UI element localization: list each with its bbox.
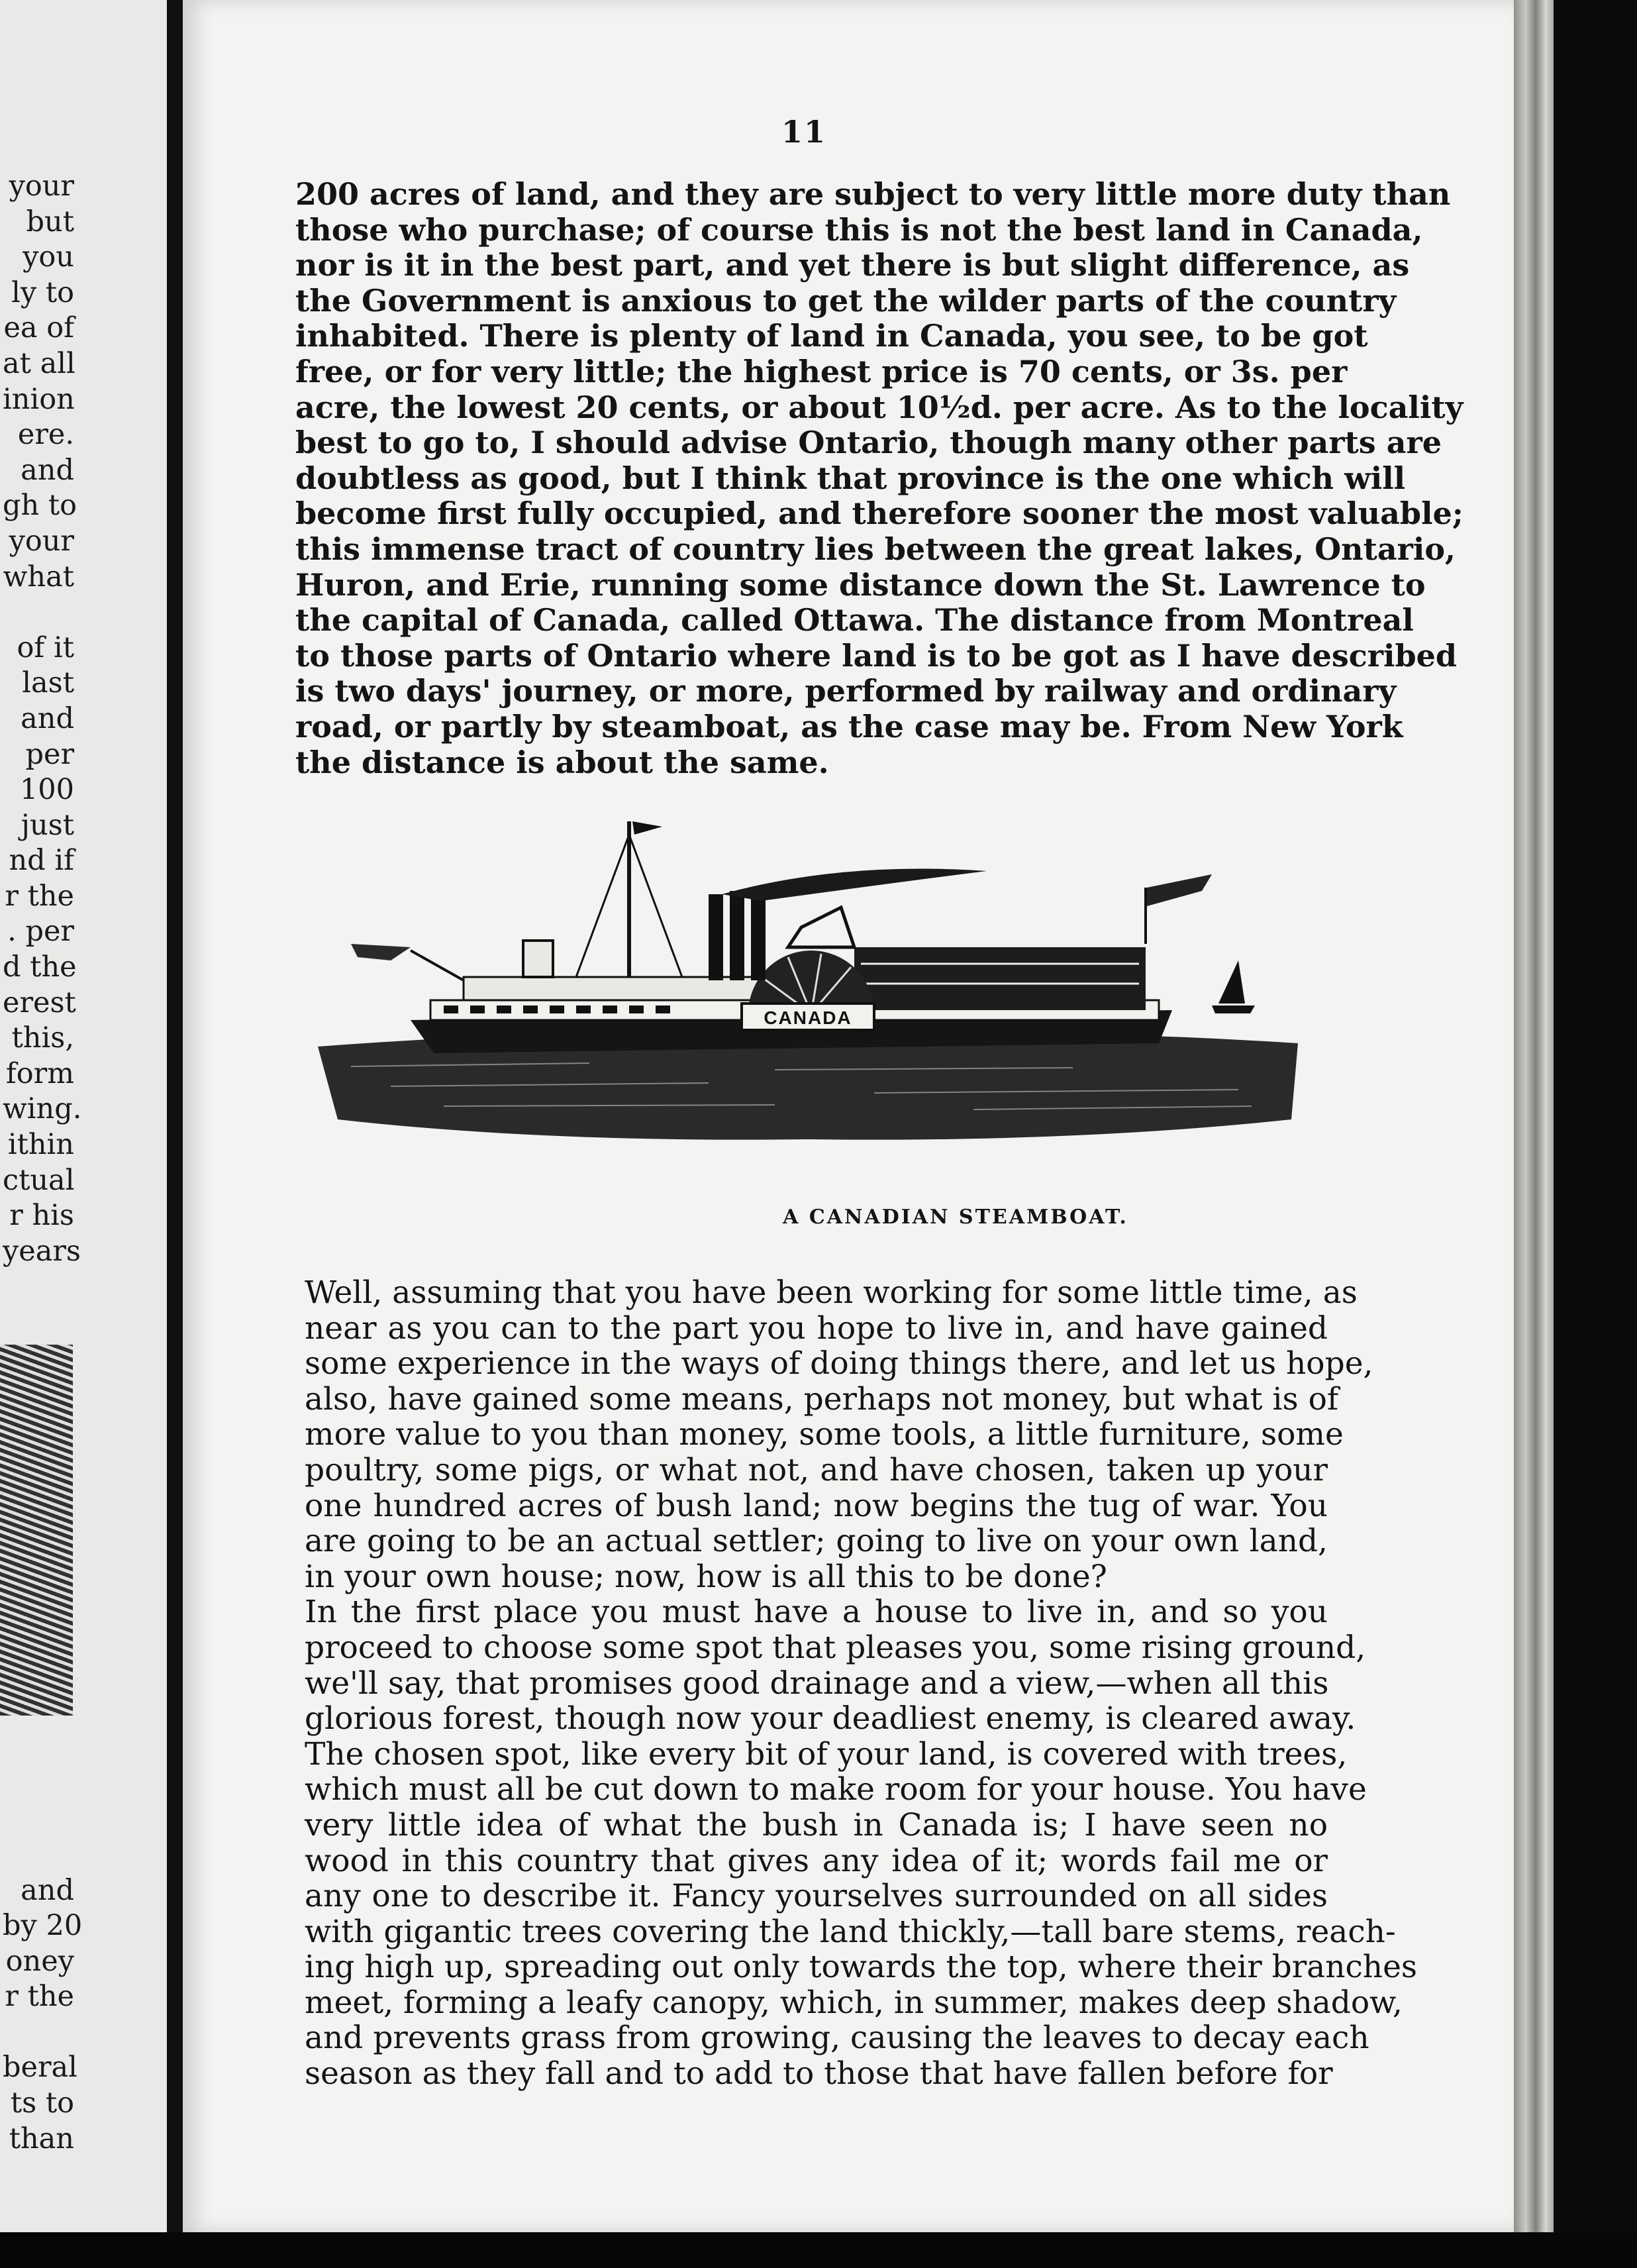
text-line: we'll say, that promises good drainage and a view,—when all this	[305, 1665, 1329, 1702]
text-line: ing high up, spreading out only towards the top, where their branches	[305, 1949, 1417, 1986]
text-line: season as they fall and to add to those that have fallen before for	[305, 2055, 1333, 2092]
left-page-line: form	[5, 1057, 74, 1090]
paragraph-1	[295, 176, 1463, 780]
text-line: Huron, and Erie, running some distance down the St. Lawrence to	[295, 566, 1426, 603]
text-line: are going to be an actual settler; going to live on your own land,	[305, 1523, 1328, 1560]
left-page-line: and	[21, 453, 74, 487]
text-line: 200 acres of land, and they are subject to very little more duty than	[295, 176, 1451, 212]
scan-background-right	[1554, 0, 1637, 2268]
left-page-line: oney	[5, 1944, 74, 1978]
text-line: Well, assuming that you have been working for some little time, as	[305, 1274, 1358, 1311]
text-line: acre, the lowest 20 cents, or about 10½d. per acre. As to the locality	[295, 389, 1463, 425]
left-page-line: this,	[11, 1021, 74, 1055]
left-page-line: last	[22, 666, 74, 700]
left-page-line: and	[21, 1873, 74, 1907]
text-line: which must all be cut down to make room for your house. You have	[305, 1771, 1367, 1808]
left-page-line: inion	[3, 382, 75, 416]
left-page-line	[3, 1767, 167, 1802]
text-line: near as you can to the part you hope to live in, and have gained	[305, 1310, 1328, 1347]
text-line: free, or for very little; the highest price is 70 cents, or 3s. per	[295, 353, 1348, 389]
text-line: this immense tract of country lies between the great lakes, Ontario,	[295, 531, 1456, 567]
left-page-line: ctual	[3, 1163, 75, 1197]
text-line: very little idea of what the bush in Canada is; I have seen no	[305, 1806, 1328, 1843]
text-line: poultry, some pigs, or what not, and have chosen, taken up your	[305, 1451, 1328, 1488]
left-page-line: r the	[5, 879, 74, 913]
left-page-line: gh to	[3, 489, 77, 523]
text-line: the Government is anxious to get the wilder parts of the country	[295, 282, 1397, 319]
left-page-line: ithin	[7, 1128, 74, 1162]
left-page-line	[3, 1305, 167, 1341]
left-page-line: at all	[3, 346, 75, 380]
left-page-fragment	[0, 0, 167, 2232]
left-page-line: but	[26, 205, 74, 238]
left-page-line: than	[9, 2122, 74, 2155]
text-line: in your own house; now, how is all this to be done?	[305, 1558, 1107, 1595]
book-gutter	[167, 0, 183, 2232]
left-page-line	[3, 1269, 167, 1305]
text-line: to those parts of Ontario where land is to be got as I have described	[295, 637, 1458, 674]
left-page-line: and	[21, 701, 74, 735]
left-page-line: your	[9, 170, 74, 203]
left-page-line: ea of	[3, 311, 74, 345]
left-page-line: years	[3, 1234, 81, 1268]
left-page-line: of it	[17, 631, 74, 664]
scan-background-bottom	[0, 2232, 1637, 2268]
text-line: some experience in the ways of doing things there, and let us hope,	[305, 1345, 1373, 1382]
left-page-line: you	[23, 240, 74, 274]
text-line: more value to you than money, some tools, a little furniture, some	[305, 1416, 1344, 1453]
left-page-line: beral	[3, 2051, 77, 2085]
text-line: those who purchase; of course this is not the best land in Canada,	[295, 211, 1423, 248]
text-line: with gigantic trees covering the land thickly,—tall bare stems, reach-	[305, 1913, 1396, 1950]
page-number: 11	[781, 114, 827, 150]
left-page-line: your	[9, 524, 74, 558]
text-line: proceed to choose some spot that pleases you, some rising ground,	[305, 1629, 1366, 1666]
left-page-line: . per	[7, 915, 74, 949]
left-page-line: erest	[3, 986, 76, 1019]
steamboat-illustration	[311, 808, 1305, 1166]
text-line: is two days' journey, or more, performed by railway and ordinary	[295, 673, 1397, 709]
paragraph-2	[305, 1274, 1417, 2092]
left-page-line: d the	[3, 951, 77, 984]
left-page-text	[3, 169, 167, 2157]
left-page-line	[3, 1731, 167, 1767]
left-page-line	[3, 595, 167, 631]
left-page-line	[3, 1837, 167, 1873]
left-page-line: r the	[5, 1980, 74, 2014]
text-line: wood in this country that gives any idea of it; words fail me or	[305, 1842, 1328, 1879]
text-line: any one to describe it. Fancy yourselves surrounded on all sides	[305, 1878, 1328, 1915]
text-line: also, have gained some means, perhaps not money, but what is of	[305, 1380, 1339, 1418]
left-page-line: ly to	[11, 276, 74, 309]
left-page-line: just	[21, 808, 74, 842]
text-line: glorious forest, though now your deadliest enemy, is cleared away.	[305, 1700, 1356, 1737]
left-page-line: by 20	[3, 1909, 83, 1943]
left-page-line: nd if	[9, 844, 74, 878]
text-line: the capital of Canada, called Ottawa. The distance from Montreal	[295, 602, 1414, 639]
text-line: In the first place you must have a house to live in, and so you	[305, 1594, 1328, 1631]
left-page-line: r his	[9, 1199, 74, 1233]
illustration-caption: A CANADIAN STEAMBOAT.	[783, 1206, 1128, 1229]
left-page-line: what	[3, 560, 74, 593]
left-page-line: per	[25, 737, 74, 771]
left-page-line: ts to	[10, 2087, 74, 2120]
text-line: road, or partly by steamboat, as the case may be. From New York	[295, 708, 1403, 745]
text-line: inhabited. There is plenty of land in Canada, you see, to be got	[295, 318, 1368, 354]
left-page-line	[3, 1802, 167, 1837]
left-page-engraving-fragment	[0, 1345, 73, 1716]
text-line: nor is it in the best part, and yet there is but slight difference, as	[295, 247, 1410, 284]
left-page-line: 100	[19, 773, 74, 807]
text-line: the distance is about the same.	[295, 744, 829, 780]
text-line: one hundred acres of bush land; now begins the tug of war. You	[305, 1487, 1328, 1524]
text-line: best to go to, I should advise Ontario, though many other parts are	[295, 425, 1442, 461]
ship-name-label: CANADA	[764, 1007, 852, 1028]
left-page-line: wing.	[3, 1092, 82, 1126]
text-line: meet, forming a leafy canopy, which, in summer, makes deep shadow,	[305, 1984, 1403, 2021]
text-line: and prevents grass from growing, causing the leaves to decay each	[305, 2020, 1369, 2057]
text-line: The chosen spot, like every bit of your land, is covered with trees,	[305, 1735, 1348, 1773]
left-page-line: ere.	[17, 418, 74, 452]
left-page-line	[3, 2015, 167, 2051]
page-edges	[1514, 0, 1554, 2232]
text-line: doubtless as good, but I think that province is the one which will	[295, 460, 1406, 496]
text-line: become first fully occupied, and therefore sooner the most valuable;	[295, 495, 1463, 532]
